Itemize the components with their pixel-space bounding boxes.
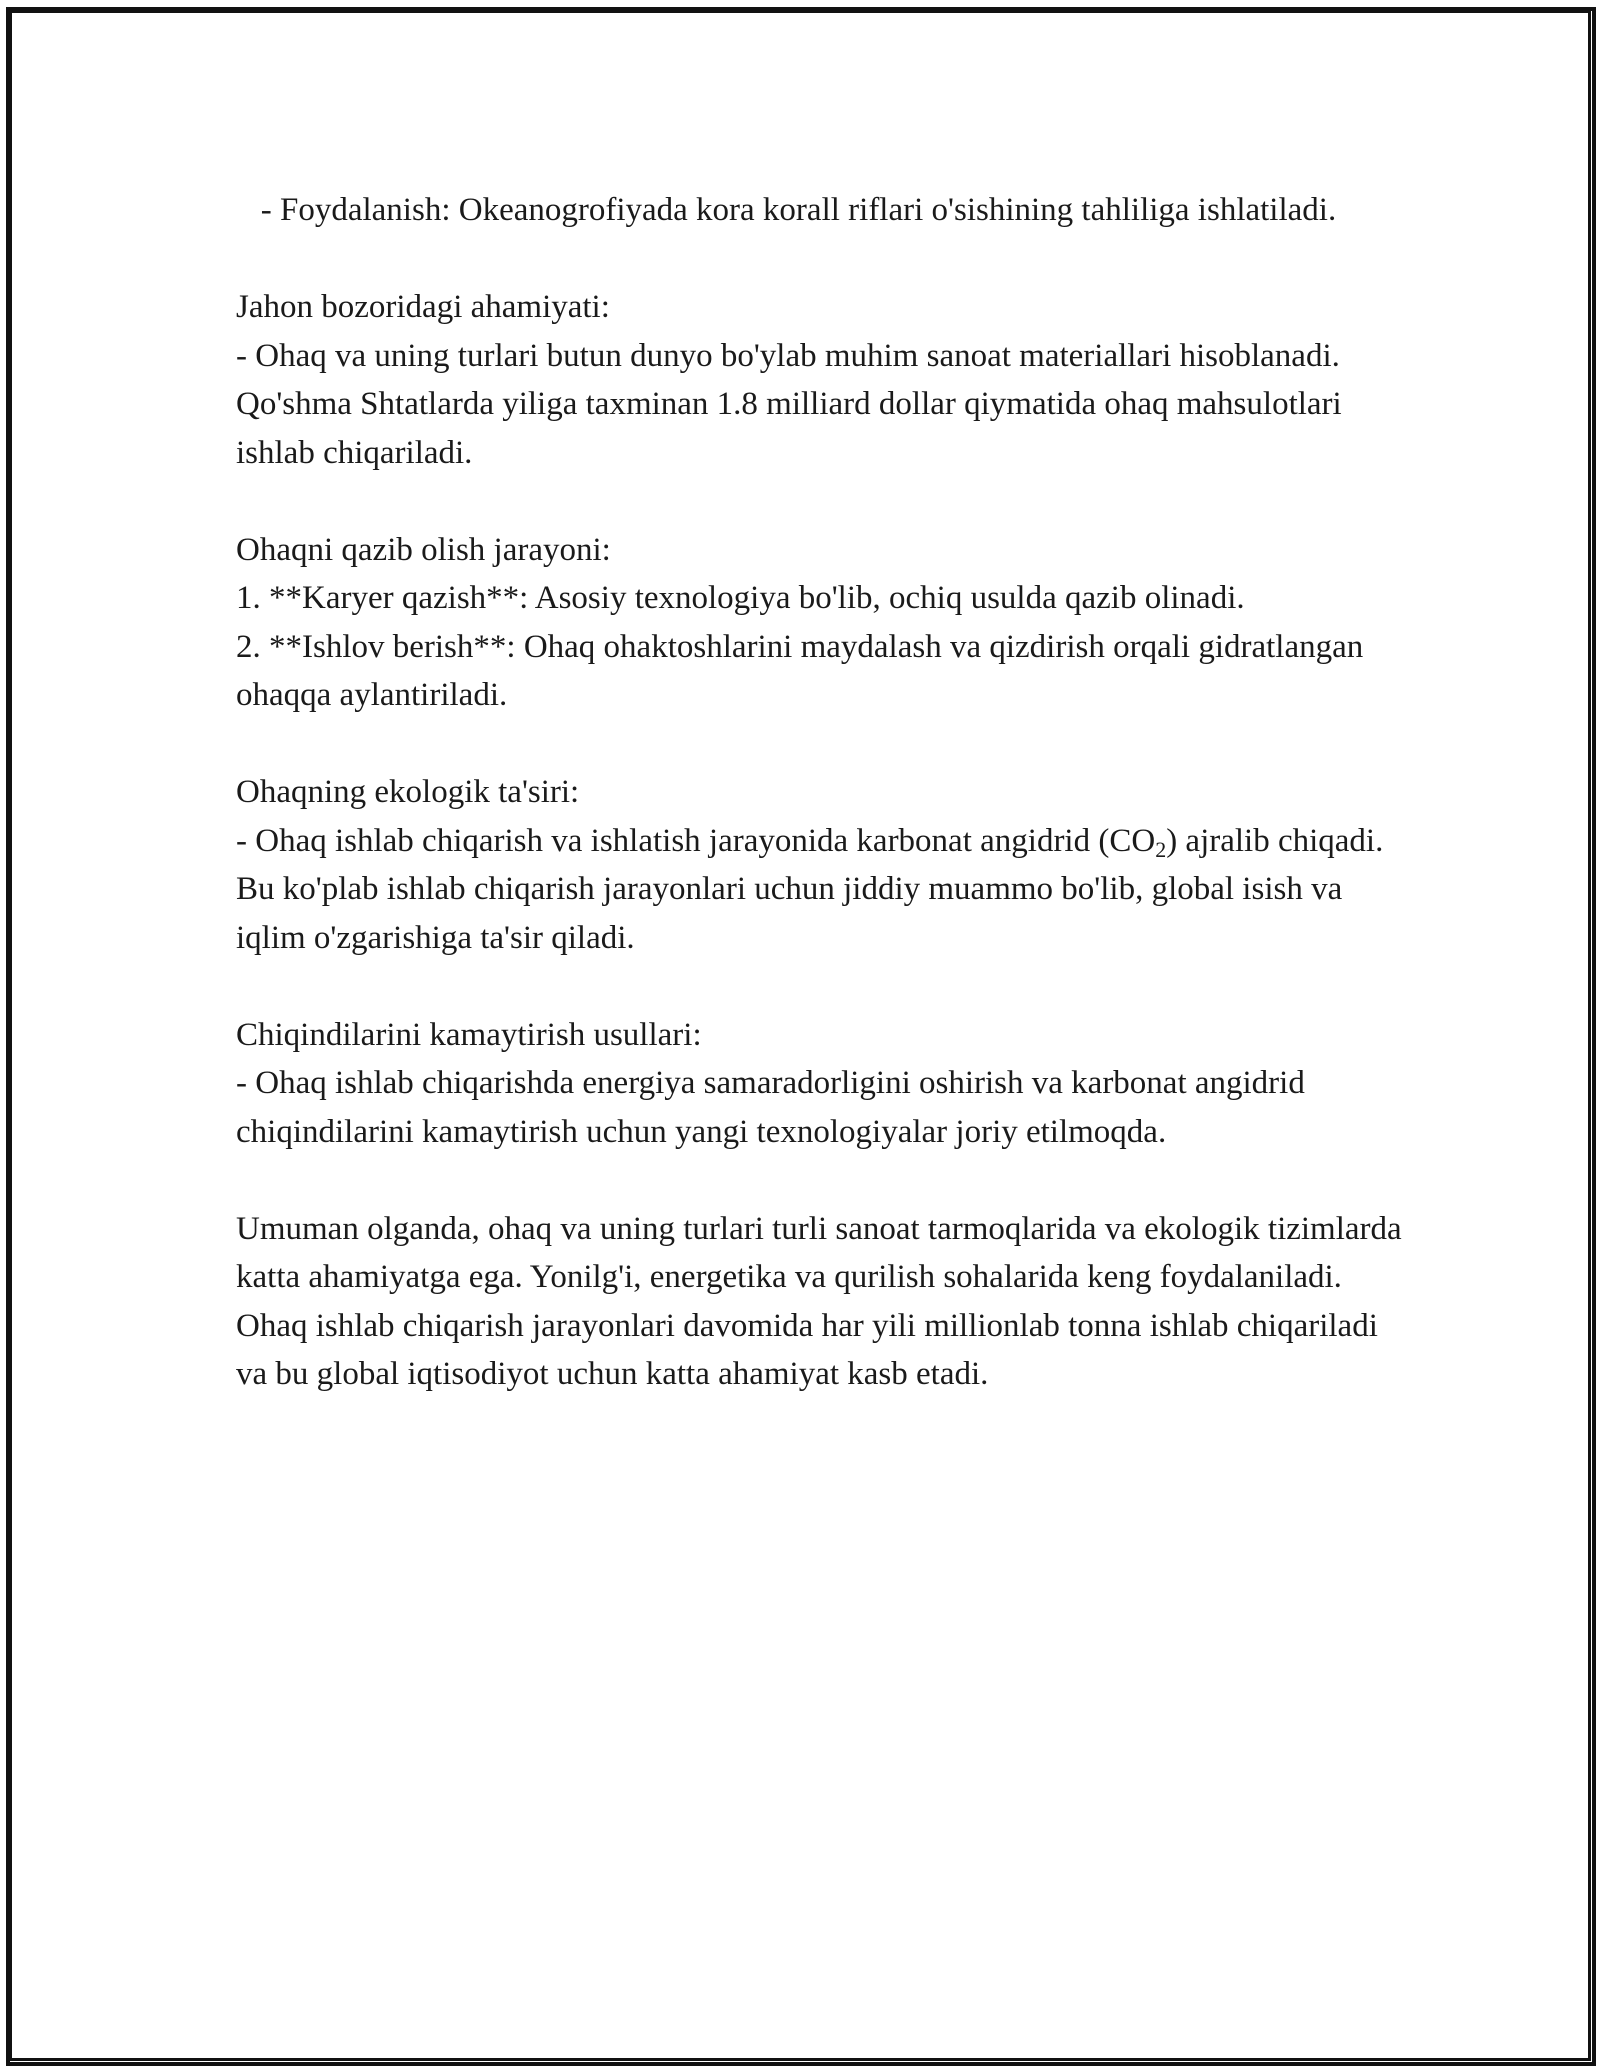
extraction-section	[236, 526, 1416, 720]
usage-paragraph	[236, 186, 1416, 235]
waste-section	[236, 1011, 1416, 1157]
conclusion-section	[236, 1205, 1416, 1399]
extraction-step-1: 1. **Karyer qazish**: Asosiy texnologiya bo'lib, ochiq usulda qazib olinadi.	[236, 580, 1245, 616]
waste-heading: Chiqindilarini kamaytirish usullari:	[236, 1016, 702, 1053]
market-heading: Jahon bozoridagi ahamiyati:	[236, 289, 610, 325]
ecology-text-end: ) ajralib chiqadi. Bu ko'plab ishlab chiqarish jarayonlari uchun jiddiy muammo bo'lib, global isish va iqlim o'zgarishiga ta'sir qiladi.	[236, 822, 1384, 956]
extraction-step-2: 2. **Ishlov berish**: Ohaq ohaktoshlarini maydalash va qizdirish orqali gidratlangan ohaqqa aylantiriladi.	[236, 628, 1364, 713]
conclusion-text: Umuman olganda, ohaq va uning turlari turli sanoat tarmoqlarida va ekologik tizimlarda katta ahamiyatga ega. Yonilg'i, energetika va qurilish sohalarida keng foydalaniladi. Ohaq ishlab chiqarish jarayonlari davomida har yili millionlab tonna ishlab chiqariladi va bu global iqtisodiyot uchun katta ahamiyat kasb etadi.	[236, 1210, 1402, 1392]
ecology-text	[236, 817, 1416, 963]
ecology-heading: Ohaqning ekologik ta'siri:	[236, 774, 580, 810]
extraction-heading: Ohaqni qazib olish jarayoni:	[236, 531, 611, 568]
market-section	[236, 283, 1416, 477]
waste-text: - Ohaq ishlab chiqarishda energiya samaradorligini oshirish va karbonat angidrid chiqindilarini kamaytirish uchun yangi texnologiyalar joriy etilmoqda.	[236, 1065, 1305, 1150]
ecology-section	[236, 768, 1416, 962]
market-text: - Ohaq va uning turlari butun dunyo bo'ylab muhim sanoat materiallari hisoblanadi. Qo'shma Shtatlarda yiliga taxminan 1.8 milliard dollar qiymatida ohaq mahsulotlari ishlab chiqariladi.	[236, 337, 1342, 471]
document-body	[236, 186, 1416, 1447]
co2-subscript: 2	[1155, 836, 1167, 862]
usage-text: - Foydalanish: Okeanogrofiyada kora korall riflari o'sishining tahliliga ishlatiladi.	[236, 192, 1337, 228]
ecology-text-start: - Ohaq ishlab chiqarish va ishlatish jarayonida karbonat angidrid (CO	[236, 822, 1156, 859]
